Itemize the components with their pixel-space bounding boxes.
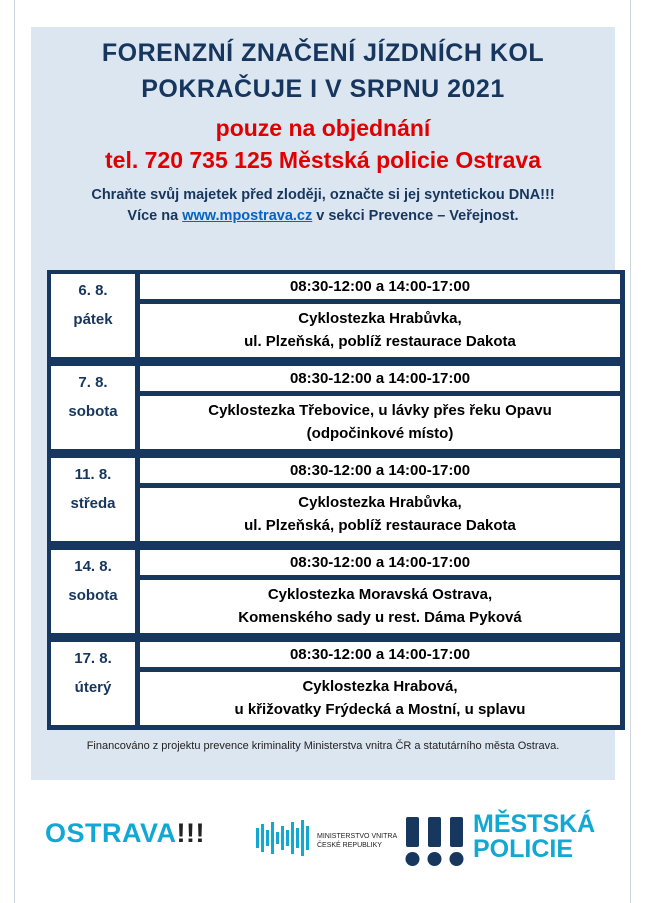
schedule-row [47,454,625,544]
info-suffix: v sekci Prevence – Veřejnost. [312,208,519,224]
flyer-sheet [14,0,631,903]
info-line-1: Chraňte svůj majetek před zloději, označte si jej syntetickou DNA!!! [91,187,555,203]
schedule-row [47,270,625,360]
ministry-line-2: ČESKÉ REPUBLIKY [317,842,382,849]
date-cell [51,550,135,633]
police-line-1: MĚSTSKÁ [473,810,596,838]
place-line-2: ul. Plzeňská, poblíž restaurace Dakota [244,333,516,350]
place-line-1: Cyklostezka Třebovice, u lávky přes řeku Opavu [208,402,552,419]
place-cell [140,396,620,449]
content-panel [31,27,615,780]
place-line-1: Cyklostezka Moravská Ostrava, [267,586,493,603]
ministry-logo-text [317,832,397,850]
police-line-2: POLICIE [473,835,574,863]
place-cell [140,580,620,633]
ostrava-logo-exclaim: !!! [176,818,205,848]
info-line-2 [31,208,615,224]
schedule-row [47,638,625,728]
ministry-logo-icon [256,818,312,858]
weekday-label: sobota [68,587,118,604]
ostrava-logo-text: OSTRAVA [45,818,177,848]
date-label: 7. 8. [78,374,108,391]
date-label: 17. 8. [74,650,112,667]
title-line-2: POKRAČUJE I V SRPNU 2021 [141,75,505,103]
title-line-1: FORENZNÍ ZNAČENÍ JÍZDNÍCH KOL [101,39,545,67]
weekday-label: středa [70,495,116,512]
website-link[interactable]: www.mpostrava.cz [182,208,313,224]
place-line-1: Cyklostezka Hrabová, [302,678,458,695]
place-line-2: ul. Plzeňská, poblíž restaurace Dakota [244,517,516,534]
logo-footer [15,790,630,903]
police-logo-text [473,812,595,862]
place-line-2: (odpočinkové místo) [306,425,454,442]
place-cell [140,488,620,541]
time-cell: 08:30-12:00 a 14:00-17:00 [140,274,620,299]
police-logo-icon [404,817,466,867]
date-cell [51,366,135,449]
date-label: 6. 8. [78,282,108,299]
phone-contact: tel. 720 735 125 Městská policie Ostrava [105,147,541,173]
ostrava-logo [45,818,205,849]
place-line-2: u křižovatky Frýdecká a Mostní, u splavu [234,701,526,718]
appointment-notice: pouze na objednání [215,115,431,141]
place-line-2: Komenského sady u rest. Dáma Pyková [238,609,522,626]
place-line-1: Cyklostezka Hrabůvka, [298,310,462,327]
date-cell [51,642,135,725]
time-cell: 08:30-12:00 a 14:00-17:00 [140,366,620,391]
place-cell [140,672,620,725]
weekday-label: sobota [68,403,118,420]
date-cell [51,458,135,541]
schedule-row [47,546,625,636]
time-cell: 08:30-12:00 a 14:00-17:00 [140,642,620,667]
ministry-line-1: MINISTERSTVO VNITRA [317,833,398,840]
time-cell: 08:30-12:00 a 14:00-17:00 [140,458,620,483]
schedule-row [47,362,625,452]
date-cell [51,274,135,357]
schedule-table [47,270,625,730]
info-prefix: Více na [127,208,183,224]
place-cell [140,304,620,357]
funding-note: Financováno z projektu prevence kriminality Ministerstva vnitra ČR a statutárního města Ostrava. [86,740,560,752]
time-cell: 08:30-12:00 a 14:00-17:00 [140,550,620,575]
date-label: 11. 8. [74,466,112,483]
weekday-label: úterý [74,679,112,696]
date-label: 14. 8. [74,558,112,575]
place-line-1: Cyklostezka Hrabůvka, [298,494,462,511]
weekday-label: pátek [73,311,113,328]
